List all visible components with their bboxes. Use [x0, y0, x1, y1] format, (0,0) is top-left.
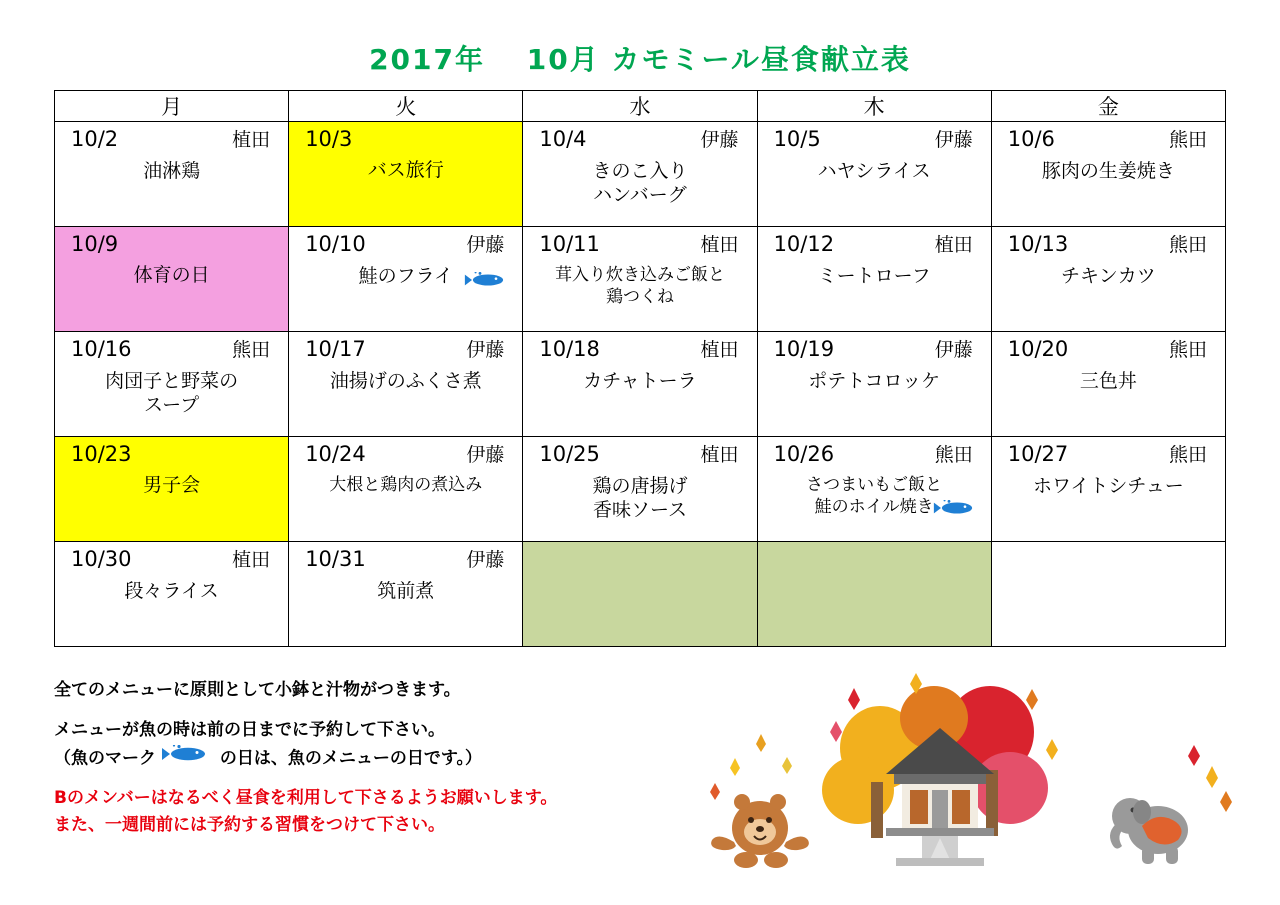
day-menu-line: さつまいもご飯と [806, 474, 943, 495]
day-menu-line: きのこ入り [592, 159, 688, 182]
day-menu-line: ハヤシライス [817, 159, 931, 182]
column-header-wednesday: 水 [523, 91, 757, 122]
day-menu [295, 158, 516, 183]
day-date: 10/23 [71, 442, 132, 466]
cell-inner [992, 542, 1225, 646]
cell-header [61, 336, 282, 363]
day-menu-line: 鶏の唐揚げ [592, 474, 688, 497]
day-staff: 伊藤 [466, 339, 505, 361]
column-header-tuesday: 火 [289, 91, 523, 122]
cell-header [998, 126, 1219, 153]
fish-icon [162, 745, 214, 772]
note-line-4: Bのメンバーはなるべく昼食を利用して下さるようお願いします。 [54, 787, 558, 808]
cell-header [61, 126, 282, 153]
cell-inner [758, 542, 991, 646]
cell-inner [992, 122, 1225, 226]
table-row [55, 227, 1226, 332]
fish-icon [933, 500, 979, 516]
page-title: 2017年 10月 カモミール昼食献立表 [369, 43, 911, 76]
day-staff: 伊藤 [466, 444, 505, 466]
cell-header [295, 336, 516, 363]
day-cell [289, 437, 523, 542]
day-date: 10/11 [539, 232, 600, 256]
day-date: 10/10 [305, 232, 366, 256]
day-cell [991, 332, 1225, 437]
table-row [55, 437, 1226, 542]
table-header-row [55, 91, 1226, 122]
day-staff: 植田 [700, 339, 739, 361]
day-menu [295, 474, 516, 496]
day-date: 10/9 [71, 232, 119, 256]
day-staff: 熊田 [1168, 234, 1207, 256]
day-menu [529, 474, 750, 523]
day-menu-line: ハンバーグ [593, 184, 687, 207]
day-date: 10/5 [773, 127, 821, 151]
day-cell [289, 542, 523, 647]
day-menu [295, 579, 516, 604]
cell-header [998, 441, 1219, 468]
empty-cell [523, 542, 757, 647]
cell-inner [55, 122, 288, 226]
cell-inner [289, 227, 522, 331]
day-staff: 伊藤 [700, 129, 739, 151]
day-cell [289, 227, 523, 332]
day-menu-line: チキンカツ [1060, 264, 1156, 287]
cell-inner [55, 227, 288, 331]
day-menu-line: カチャトーラ [583, 369, 697, 392]
day-menu-line: 男子会 [143, 474, 201, 497]
day-menu [61, 263, 282, 288]
cell-inner [992, 227, 1225, 331]
cell-inner [523, 332, 756, 436]
cell-inner [55, 542, 288, 646]
day-staff: 熊田 [1168, 444, 1207, 466]
day-cell [757, 227, 991, 332]
day-cell [991, 227, 1225, 332]
cell-inner [992, 332, 1225, 436]
day-menu [61, 159, 282, 184]
note-line-5: また、一週間前には予約する習慣をつけて下さい。 [54, 815, 445, 836]
day-date: 10/12 [773, 232, 835, 256]
cell-inner [758, 332, 991, 436]
cell-header [61, 441, 282, 467]
day-cell [757, 122, 991, 227]
day-menu [529, 159, 750, 208]
day-date: 10/25 [539, 442, 600, 466]
cell-header [529, 336, 750, 363]
table-row [55, 122, 1226, 227]
note-line-3-suffix: の日は、魚のメニューの日です。） [219, 748, 482, 769]
day-menu-line: 香味ソース [592, 499, 687, 522]
day-menu-line: 筑前煮 [377, 579, 435, 602]
note-line-3 [54, 745, 754, 772]
cell-inner [289, 437, 522, 541]
cell-header [764, 231, 985, 258]
day-staff: 植田 [700, 444, 739, 466]
day-cell [55, 332, 289, 437]
cell-inner [523, 227, 756, 331]
day-cell [55, 542, 289, 647]
cell-inner [758, 227, 991, 331]
day-date: 10/24 [305, 442, 366, 466]
table-row [55, 332, 1226, 437]
cell-header [61, 231, 282, 257]
day-date: 10/20 [1007, 337, 1069, 361]
day-staff: 植田 [700, 234, 739, 256]
day-menu [764, 474, 985, 518]
day-menu [61, 369, 282, 418]
day-menu-line: 鮭のホイル焼き [814, 496, 934, 517]
notes-section [54, 678, 754, 853]
day-menu-line: スープ [144, 394, 200, 417]
day-menu-line: 鮭のフライ [358, 264, 453, 287]
day-menu [295, 369, 516, 394]
day-menu-line: ポテトコロッケ [808, 369, 941, 392]
day-menu [998, 159, 1219, 184]
day-date: 10/3 [305, 127, 353, 151]
day-menu [529, 264, 750, 308]
day-date: 10/31 [305, 547, 366, 571]
autumn-illustration [690, 670, 1250, 890]
calendar-body [55, 122, 1226, 647]
column-header-thursday: 木 [757, 91, 991, 122]
day-cell [289, 122, 523, 227]
column-header-friday: 金 [991, 91, 1225, 122]
day-cell [523, 437, 757, 542]
day-cell [289, 332, 523, 437]
cell-inner [55, 437, 288, 541]
cell-inner [523, 437, 756, 541]
cell-inner [758, 437, 991, 541]
day-cell [991, 122, 1225, 227]
table-row [55, 542, 1226, 647]
cell-inner [992, 437, 1225, 541]
day-staff: 熊田 [1168, 339, 1207, 361]
day-cell [55, 437, 289, 542]
day-date: 10/19 [773, 337, 835, 361]
cell-header [529, 441, 750, 468]
empty-cell [991, 542, 1225, 647]
day-menu-line: 体育の日 [133, 264, 210, 287]
day-menu [764, 159, 985, 184]
day-date: 10/26 [773, 442, 835, 466]
day-staff: 伊藤 [466, 549, 505, 571]
day-date: 10/16 [71, 337, 132, 361]
day-cell [757, 437, 991, 542]
day-menu-line: 肉団子と野菜の [105, 369, 239, 392]
day-staff: 伊藤 [466, 234, 505, 256]
day-menu [998, 264, 1219, 289]
cell-inner [289, 332, 522, 436]
day-menu [295, 264, 516, 289]
elephant-figure [1110, 745, 1232, 864]
day-menu-line: 豚肉の生姜焼き [1041, 159, 1175, 182]
day-menu [61, 579, 282, 604]
day-date: 10/6 [1007, 127, 1055, 151]
day-date: 10/4 [539, 127, 587, 151]
day-menu [764, 264, 985, 289]
cell-inner [523, 542, 756, 646]
cell-header [295, 546, 516, 573]
note-line-1: 全てのメニューに原則として小鉢と汁物がつきます。 [54, 680, 461, 700]
cell-inner [758, 122, 991, 226]
note-line-3-prefix: （魚のマーク [54, 748, 156, 769]
day-menu [998, 369, 1219, 394]
day-cell [55, 227, 289, 332]
day-date: 10/17 [305, 337, 366, 361]
day-menu-line: 油淋鶏 [143, 159, 201, 182]
cell-header [764, 336, 985, 363]
menu-calendar-table [54, 90, 1226, 647]
cell-header [764, 126, 985, 153]
cell-header [764, 441, 985, 468]
note-line-2: メニューが魚の時は前の日までに予約して下さい。 [54, 719, 445, 740]
day-cell [55, 122, 289, 227]
day-menu-line: 大根と鶏肉の煮込み [329, 474, 483, 495]
cell-header [295, 231, 516, 258]
cell-inner [289, 542, 522, 646]
day-menu-line: 鶏つくね [605, 286, 674, 307]
day-date: 10/30 [71, 547, 132, 571]
cell-header [529, 126, 750, 153]
day-staff: 植田 [232, 549, 271, 571]
day-menu [61, 473, 282, 498]
day-menu-line: バス旅行 [367, 159, 444, 182]
day-staff: 伊藤 [934, 129, 973, 151]
day-menu [764, 369, 985, 394]
day-staff: 熊田 [1168, 129, 1207, 151]
day-staff: 熊田 [232, 339, 271, 361]
cell-header [998, 336, 1219, 363]
cell-header [529, 231, 750, 258]
day-menu-line: 三色丼 [1079, 369, 1137, 392]
day-staff: 植田 [934, 234, 973, 256]
fish-icon [464, 270, 510, 286]
cell-inner [55, 332, 288, 436]
cell-header [295, 126, 516, 152]
day-cell [523, 332, 757, 437]
day-cell [523, 227, 757, 332]
cell-inner [523, 122, 756, 226]
day-staff: 植田 [232, 129, 271, 151]
day-date: 10/18 [539, 337, 600, 361]
day-menu-line: ミートローフ [817, 264, 931, 287]
day-date: 10/27 [1007, 442, 1069, 466]
bear-figure [711, 794, 809, 868]
day-menu-line: 茸入り炊き込みご飯と [554, 264, 725, 285]
day-menu [529, 369, 750, 394]
day-menu-line: 段々ライス [124, 579, 219, 602]
cell-header [295, 441, 516, 468]
cell-header [998, 231, 1219, 258]
day-cell [757, 332, 991, 437]
day-menu-line: ホワイトシチュー [1032, 474, 1184, 497]
column-header-monday: 月 [55, 91, 289, 122]
empty-cell [757, 542, 991, 647]
day-cell [991, 437, 1225, 542]
day-menu [998, 474, 1219, 499]
cell-inner [289, 122, 522, 226]
day-cell [523, 122, 757, 227]
day-menu-line: 油揚げのふくさ煮 [329, 369, 482, 392]
day-date: 10/13 [1007, 232, 1069, 256]
day-date: 10/2 [71, 127, 119, 151]
day-staff: 熊田 [934, 444, 973, 466]
leaf-confetti-left [710, 734, 792, 800]
day-staff: 伊藤 [934, 339, 973, 361]
cell-header [61, 546, 282, 573]
